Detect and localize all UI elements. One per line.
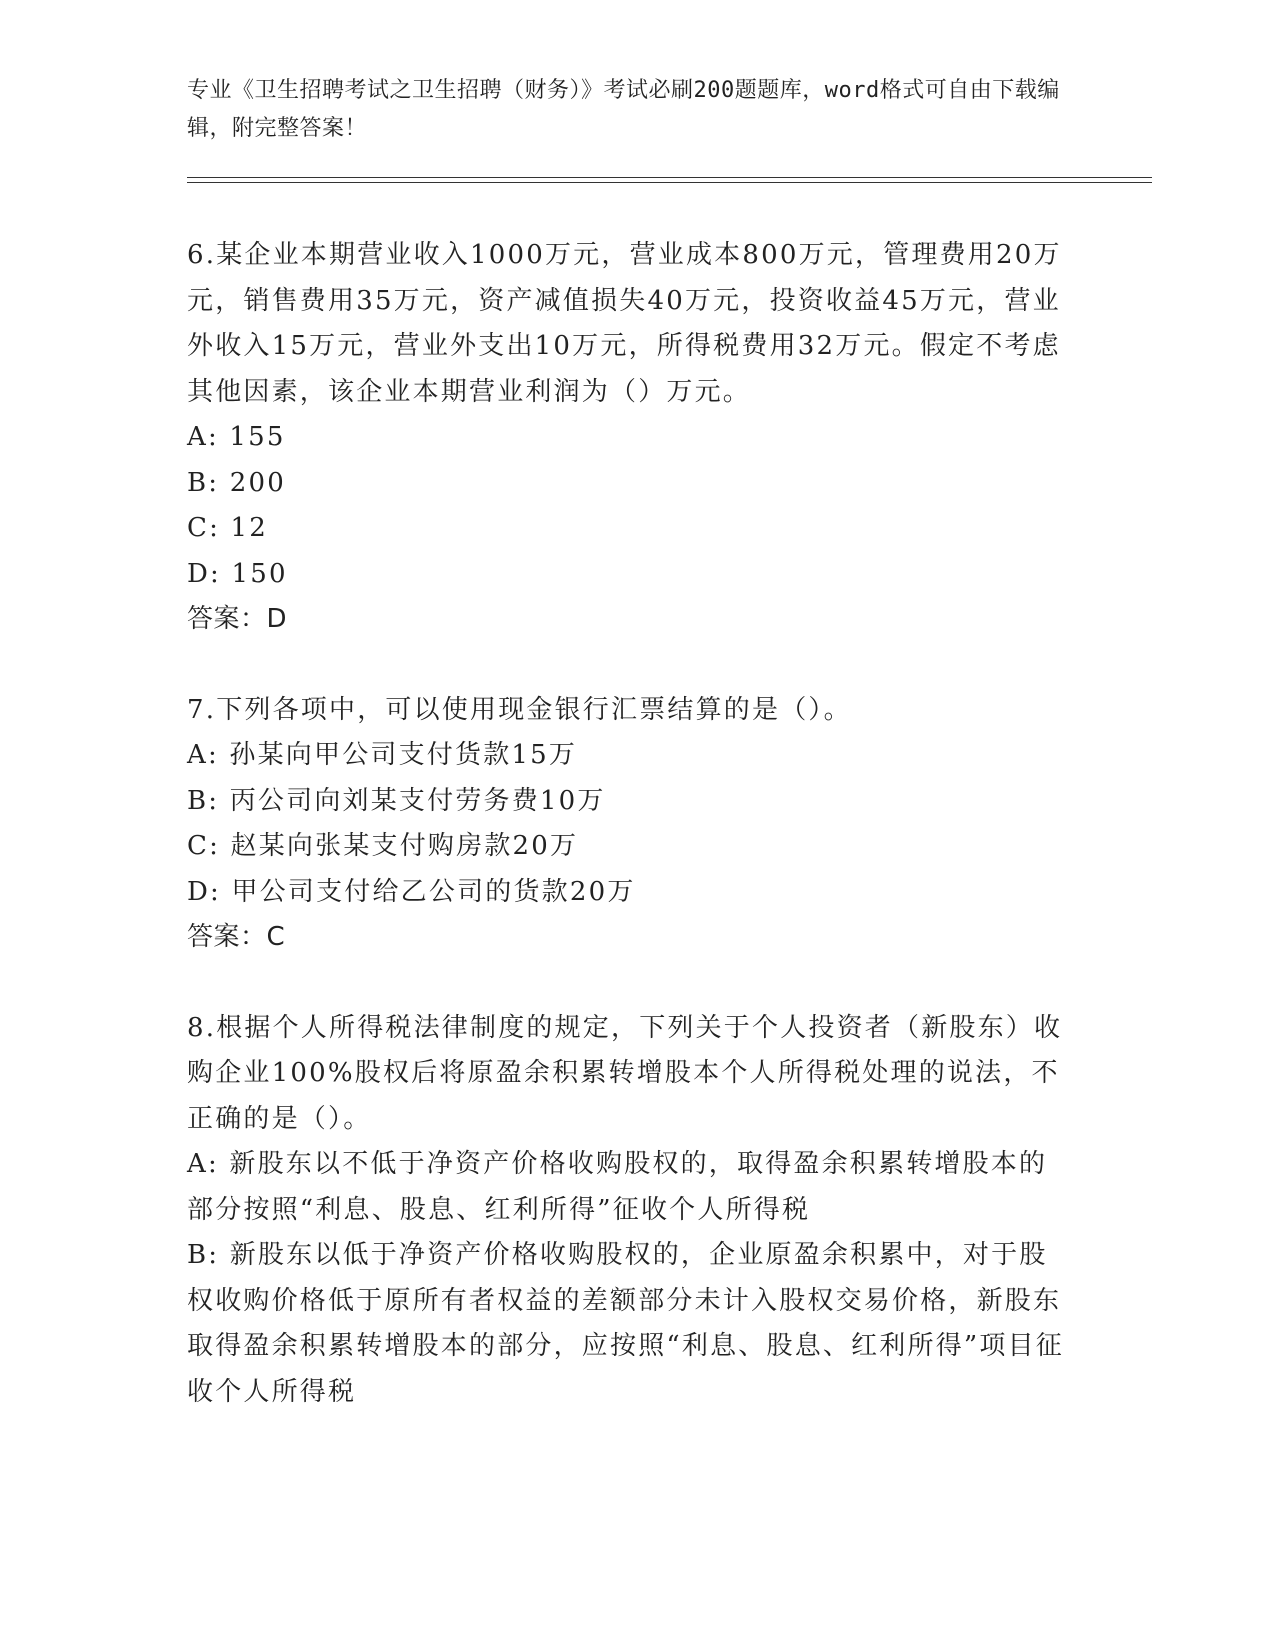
option-b: B: 200 (187, 467, 286, 498)
option-b: B: 丙公司向刘某支付劳务费10万 (187, 785, 606, 816)
question-6 (187, 233, 1072, 643)
question-list (187, 233, 1072, 1415)
option-d: D: 150 (187, 558, 288, 589)
question-7 (187, 688, 1072, 961)
header-divider-top (187, 177, 1152, 178)
option-c: C: 12 (187, 513, 269, 543)
document-header: 专业《卫生招聘考试之卫生招聘（财务）》考试必刷200题题库，word格式可自由下载编辑，附完整答案！ (187, 78, 1060, 141)
question-8 (187, 1006, 1072, 1416)
question-stem: 6.某企业本期营业收入1000万元，营业成本800万元，管理费用20万元，销售费用35万元，资产减值损失40万元，投资收益45万元，营业外收入15万元，营业外支出10万元，所得税费用32万元。假定不考虑其他因素，该企业本期营业利润为（）万元。 (187, 240, 1062, 407)
option-a: A: 新股东以不低于净资产价格收购股权的，取得盈余积累转增股本的部分按照“利息、股息、红利所得”征收个人所得税 (187, 1149, 1048, 1225)
option-b: B: 新股东以低于净资产价格收购股权的，企业原盈余积累中，对于股权收购价格低于原所有者权益的差额部分未计入股权交易价格，新股东取得盈余积累转增股本的部分，应按照“利息、股息、红利所得”项目征收个人所得税 (187, 1240, 1064, 1407)
question-spacer (187, 961, 1072, 1006)
header-divider-bottom (187, 182, 1152, 183)
option-c: C: 赵某向张某支付购房款20万 (187, 831, 579, 861)
question-stem: 7.下列各项中，可以使用现金银行汇票结算的是（）。 (187, 694, 852, 725)
question-spacer (187, 643, 1072, 688)
answer-label: 答案：C (187, 922, 286, 952)
option-d: D: 甲公司支付给乙公司的货款20万 (187, 876, 636, 907)
option-a: A: 155 (187, 422, 286, 452)
answer-label: 答案：D (187, 604, 288, 634)
question-stem: 8.根据个人所得税法律制度的规定，下列关于个人投资者（新股东）收购企业100%股权后将原盈余积累转增股本个人所得税处理的说法，不正确的是（）。 (187, 1012, 1063, 1134)
option-a: A: 孙某向甲公司支付货款15万 (187, 740, 578, 770)
